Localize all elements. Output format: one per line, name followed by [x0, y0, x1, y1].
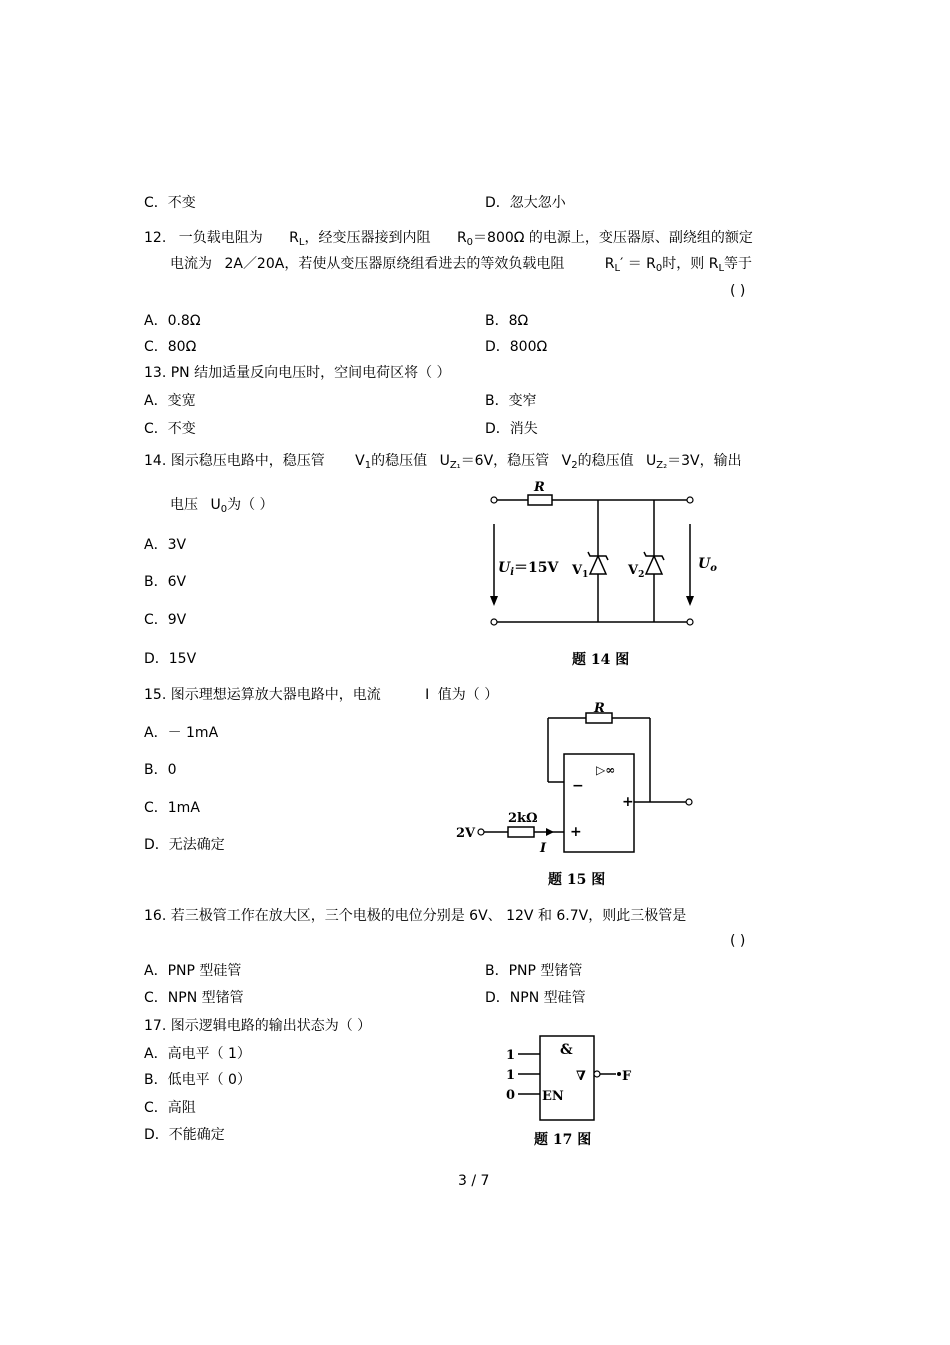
q14-fig-caption: 题 14 图: [572, 652, 630, 668]
q16-question: 16. 若三极管工作在放大区，三个电极的电位分别是 6V、 12V 和 6.7V，则此三极管是: [144, 908, 687, 924]
q15-fig-vin: 2V: [456, 826, 476, 841]
q14-text6: 电压: [170, 497, 198, 513]
q16-option-b: B．PNP 型锗管: [485, 963, 583, 979]
q12-r0: R: [456, 230, 467, 246]
q14-fig-v1: V: [572, 563, 583, 578]
q12-text6: ′ ＝ R: [620, 256, 656, 272]
q12-number: 12.: [144, 230, 167, 246]
q15-fig-plus: +: [570, 824, 582, 840]
q12-text4: 电流为: [170, 256, 212, 272]
q14-fig-v2: V: [628, 563, 639, 578]
q14-v1-sub: 1: [364, 460, 372, 471]
q14-fig-v2-sub: 2: [638, 570, 645, 580]
q15-fig-amp-symbol: ▷∞: [596, 763, 616, 777]
q15-option-d: D．无法确定: [144, 837, 225, 853]
q14-uz2: U: [646, 453, 657, 469]
q12-rl-prime: R: [604, 256, 615, 272]
q12-rl-sub2: L: [718, 263, 725, 274]
q14-option-d: D．15V: [144, 651, 197, 667]
q12-option-c: C．80Ω: [144, 339, 197, 355]
q14-fig-ui-label: [498, 560, 560, 578]
q14-fig-ui-value: ＝15V: [514, 560, 559, 576]
q17-option-b: B．低电平（ 0）: [144, 1072, 251, 1088]
q12-option-b: B．8Ω: [485, 313, 529, 329]
q16-option-c: C．NPN 型锗管: [144, 990, 244, 1006]
q12-text2: ，经变压器接到内阻: [304, 230, 431, 246]
q17-fig-and-symbol: &: [560, 1042, 573, 1058]
q17-fig-input1: 1: [506, 1048, 516, 1063]
q17-option-c: C．高阻: [144, 1100, 196, 1116]
q15-opamp-figure: [450, 694, 710, 894]
q15-option-a: A．－ 1mA: [144, 725, 219, 741]
q17-question: 17. 图示逻辑电路的输出状态为（ ）: [144, 1018, 372, 1034]
q14-line1: [144, 452, 742, 475]
q17-option-d: D．不能确定: [144, 1127, 225, 1143]
q14-text2: 的稳压值: [371, 453, 428, 469]
q15-fig-caption: 题 15 图: [548, 872, 606, 888]
q13-option-c: C．不变: [144, 421, 196, 437]
q15-fig-rin: 2kΩ: [508, 811, 538, 826]
q12-r0-sub: 0: [466, 237, 474, 248]
zener-v1-symbol: [588, 552, 608, 578]
q12-line2: [170, 255, 752, 278]
q17-option-a: A．高电平（ 1）: [144, 1046, 251, 1062]
q17-fig-en-label: EN: [542, 1089, 564, 1104]
q15-option-c: C．1mA: [144, 800, 200, 816]
q14-v2: V: [561, 453, 572, 469]
q13-option-d: D．消失: [485, 421, 538, 437]
q14-fig-uo: U: [698, 556, 711, 572]
zener-v2-symbol: [644, 552, 664, 578]
q14-fig-v2-label: [627, 563, 644, 580]
q12-option-a: A．0.8Ω: [144, 313, 201, 329]
q17-fig-tristate-symbol: ∇: [576, 1069, 586, 1084]
q12-answer-paren: ( ): [730, 283, 746, 299]
q15-i: I: [425, 687, 430, 703]
q11-option-c: C．不变: [144, 195, 196, 211]
q16-option-d: D．NPN 型硅管: [485, 990, 586, 1006]
q14-fig-uo-label: [698, 556, 717, 574]
q15-fig-i: I: [540, 841, 547, 856]
q12-text: 一负载电阻为: [178, 230, 263, 246]
q16-answer-paren: ( ): [730, 933, 746, 949]
q14-circuit-figure: [480, 476, 720, 672]
q14-uz2-sub: Z₂: [656, 460, 668, 471]
q17-fig-output-f: F: [622, 1069, 632, 1084]
q13-option-b: B．变窄: [485, 393, 537, 409]
q14-text4: 的稳压值: [577, 453, 634, 469]
q12-rl-prime-sub: L: [614, 263, 621, 274]
q14-fig-ui: U: [498, 560, 511, 576]
q17-logic-figure: [498, 1024, 648, 1152]
q14-option-b: B．6V: [144, 574, 187, 590]
q14-option-c: C．9V: [144, 612, 187, 628]
q14-text7: 为（ ）: [227, 497, 274, 513]
q14-text3: ＝6V，稳压管: [460, 453, 550, 469]
q15-option-b: B．0: [144, 762, 177, 778]
q12-option-d: D．800Ω: [485, 339, 548, 355]
q14-u0: U: [210, 497, 221, 513]
q14-line2: [170, 496, 274, 519]
q16-option-a: A．PNP 型硅管: [144, 963, 242, 979]
q15-fig-out-plus: +: [622, 794, 634, 810]
q14-u0-sub: 0: [220, 504, 228, 515]
q12-line1: [144, 229, 753, 252]
q15-line1: [144, 686, 498, 704]
page-number: 3 / 7: [458, 1173, 490, 1189]
q12-text3: ＝800Ω 的电源上，变压器原、副绕组的额定: [473, 230, 753, 246]
q14-fig-uo-sub: o: [710, 563, 717, 574]
q14-text1: 14. 图示稳压电路中，稳压管: [144, 453, 325, 469]
q12-text5: 2A／20A，若使从变压器原绕组看进去的等效负载电阻: [224, 256, 565, 272]
q12-text7: 时，则 R: [662, 256, 719, 272]
q14-uz1-sub: Z₁: [449, 460, 461, 471]
q15-text1: 15. 图示理想运算放大器电路中，电流: [144, 687, 381, 703]
q11-option-d: D．忽大忽小: [485, 195, 566, 211]
q13-option-a: A．变宽: [144, 393, 196, 409]
q17-fig-caption: 题 17 图: [534, 1132, 592, 1148]
q14-uz1: U: [439, 453, 450, 469]
q17-fig-input3: 0: [506, 1088, 516, 1103]
q13-question: 13. PN 结加适量反向电压时，空间电荷区将（ ）: [144, 365, 451, 381]
q14-fig-v1-sub: 1: [582, 570, 589, 580]
q12-r0-sub2: 0: [655, 263, 663, 274]
q14-text5: ＝3V，输出: [667, 453, 742, 469]
q15-fig-r-label: R: [594, 701, 605, 716]
q15-fig-minus: −: [572, 778, 584, 794]
q14-v2-sub: 2: [571, 460, 578, 471]
q14-v1: V: [355, 453, 365, 469]
q14-fig-v1-label: [571, 563, 588, 580]
q12-rl-sub: L: [298, 237, 305, 248]
q14-fig-r-label: R: [534, 480, 545, 495]
q12-text8: 等于: [724, 256, 753, 272]
q15-text2: 值为（ ）: [437, 687, 499, 703]
q14-option-a: A．3V: [144, 537, 187, 553]
q12-rl: R: [289, 230, 299, 246]
q17-fig-input2: 1: [506, 1068, 516, 1083]
q14-fig-ui-sub: i: [510, 567, 515, 578]
